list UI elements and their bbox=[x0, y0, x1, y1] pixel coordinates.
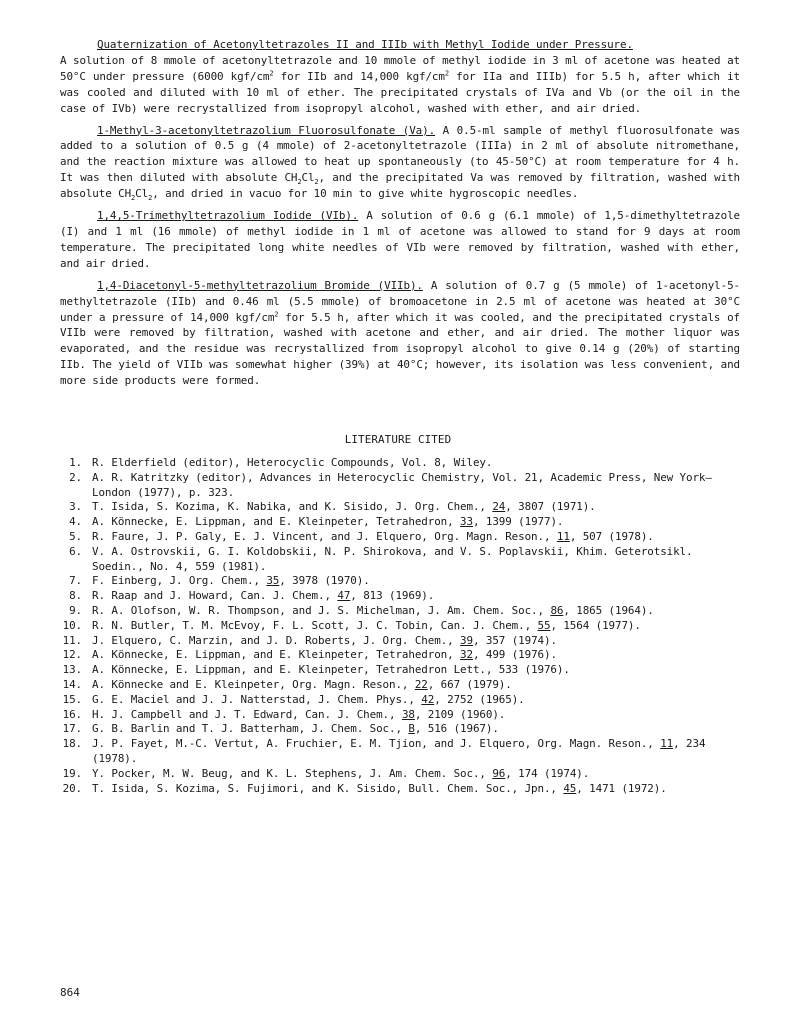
reference-text bbox=[92, 634, 750, 649]
reference-citation: R. N. Butler, T. M. McEvoy, F. L. Scott, J. C. Tobin, Can. J. Chem., bbox=[92, 618, 538, 632]
reference-number: 14. bbox=[62, 677, 82, 691]
reference-citation: Y. Pocker, M. W. Beug, and K. L. Stephens, J. Am. Chem. Soc., bbox=[92, 766, 493, 780]
reference-volume: 42 bbox=[421, 692, 435, 706]
reference-volume: 86 bbox=[550, 603, 564, 617]
reference-text bbox=[92, 663, 750, 678]
reference-citation: , 507 (1978). bbox=[569, 529, 654, 543]
reference-text bbox=[92, 782, 750, 797]
literature-cited-heading: LITERATURE CITED bbox=[344, 433, 452, 446]
reference-citation: , 3807 (1971). bbox=[505, 500, 596, 514]
reference-item bbox=[60, 456, 750, 471]
paragraph-text: Cl bbox=[301, 171, 315, 185]
experimental-section bbox=[60, 37, 740, 395]
reference-number: 16. bbox=[62, 707, 82, 721]
reference-citation: , 2752 (1965). bbox=[434, 692, 525, 706]
reference-volume: 55 bbox=[537, 618, 551, 632]
reference-text bbox=[92, 678, 750, 693]
reference-number: 13. bbox=[62, 663, 82, 677]
reference-item bbox=[60, 530, 750, 545]
reference-item bbox=[60, 722, 750, 737]
reference-volume: 39 bbox=[460, 633, 473, 647]
reference-number: 3. bbox=[69, 500, 82, 514]
reference-citation: F. Einberg, J. Org. Chem., bbox=[92, 574, 267, 588]
superscript: 2 bbox=[274, 309, 279, 318]
reference-volume: 24 bbox=[492, 500, 506, 514]
reference-text bbox=[92, 619, 750, 634]
reference-volume: 47 bbox=[337, 589, 351, 603]
reference-text bbox=[92, 604, 750, 619]
reference-number: 15. bbox=[62, 692, 82, 706]
subscript: 2 bbox=[131, 194, 136, 203]
reference-text bbox=[92, 767, 750, 782]
reference-citation: A. Könnecke, E. Lippman, and E. Kleinpeter, Tetrahedron, bbox=[92, 648, 461, 662]
reference-volume: 35 bbox=[266, 574, 280, 588]
reference-item bbox=[60, 500, 750, 515]
paragraph-trimethyltetrazolium bbox=[60, 208, 740, 272]
reference-volume: 11 bbox=[556, 529, 570, 543]
reference-citation: R. Elderfield (editor), Heterocyclic Compounds, Vol. 8, Wiley. bbox=[92, 456, 493, 469]
reference-text bbox=[92, 589, 750, 604]
paragraph-text: , and the precipitated Va was removed by filtration, washed with absolute CH bbox=[60, 171, 740, 201]
paragraph-quaternization bbox=[60, 37, 740, 117]
paragraph-text: for IIa and IIIb) for 5.5 h, after which it was cooled and diluted with 10 ml of ether. The precipitated crystals of IVa and Vb (or the oil in the case of IVb) were recrystallized from isopropyl alcohol, washed with ether, and air dried. bbox=[60, 69, 740, 115]
paragraph-heading: 1,4-Diacetonyl-5-methyltetrazolium Bromide (VIIb). bbox=[97, 278, 423, 292]
reference-number: 19. bbox=[62, 766, 82, 780]
paragraph-heading: 1,4,5-Trimethyltetrazolium Iodide (VIb). bbox=[97, 209, 359, 223]
paragraph-text: for 5.5 h, after which it was cooled, and the precipitated crystals of VIIb were removed by filtration, washed with acetone and ether, and air dried. The mother liquor was evaporated, and the residue was recrystallized from isopropyl alcohol to give 0.14 g (20%) of starting IIb. The yield of VIIb was somewhat higher (39%) at 40°C; however, its isolation was less convenient, and more side products were formed. bbox=[60, 310, 740, 388]
reference-volume: 33 bbox=[460, 515, 473, 529]
reference-citation: T. Isida, S. Kozima, K. Nabika, and K. Sisido, J. Org. Chem., bbox=[92, 500, 493, 514]
reference-number: 10. bbox=[62, 618, 82, 632]
paragraph-text: A solution of 8 mmole of acetonyltetrazole and 10 mmole of methyl iodide in 3 ml of acetone was heated at 50°C under pressure (6000 kgf/cm bbox=[60, 53, 740, 83]
reference-citation: V. A. Ostrovskii, G. I. Koldobskii, N. P. Shirokova, and V. S. Poplavskii, Khim. Geterotsikl. Soedin., No. 4, 559 (1981). bbox=[92, 544, 693, 573]
reference-text bbox=[92, 471, 750, 501]
reference-number: 20. bbox=[62, 781, 82, 795]
reference-text bbox=[92, 737, 750, 767]
reference-number: 17. bbox=[62, 722, 82, 736]
reference-item bbox=[60, 589, 750, 604]
reference-citation: G. E. Maciel and J. J. Natterstad, J. Chem. Phys., bbox=[92, 692, 422, 706]
reference-text bbox=[92, 500, 750, 515]
reference-volume: 22 bbox=[414, 677, 428, 691]
reference-number: 9. bbox=[69, 603, 82, 617]
reference-citation: , 3978 (1970). bbox=[279, 574, 370, 588]
paragraph-heading: 1-Methyl-3-acetonyltetrazolium Fluorosulfonate (Va). bbox=[97, 123, 436, 137]
reference-citation: J. P. Fayet, M.-C. Vertut, A. Fruchier, E. M. Tjion, and J. Elquero, Org. Magn. Reson., bbox=[92, 737, 661, 751]
reference-citation: , 516 (1967). bbox=[414, 722, 499, 736]
reference-citation: H. J. Campbell and J. T. Edward, Can. J. Chem., bbox=[92, 707, 402, 721]
reference-citation: G. B. Barlin and T. J. Batterham, J. Chem. Soc., bbox=[92, 722, 409, 736]
reference-volume: 96 bbox=[492, 766, 506, 780]
reference-list bbox=[60, 456, 750, 796]
reference-volume: 38 bbox=[401, 707, 415, 721]
reference-citation: R. Raap and J. Howard, Can. J. Chem., bbox=[92, 589, 338, 603]
reference-number: 5. bbox=[69, 529, 82, 543]
reference-citation: R. A. Olofson, W. R. Thompson, and J. S. Michelman, J. Am. Chem. Soc., bbox=[92, 603, 551, 617]
reference-item bbox=[60, 693, 750, 708]
reference-item bbox=[60, 634, 750, 649]
reference-item bbox=[60, 648, 750, 663]
page-number: 864 bbox=[60, 986, 80, 999]
reference-citation: , 234 (1978). bbox=[92, 737, 706, 765]
reference-number: 6. bbox=[69, 544, 82, 558]
reference-item bbox=[60, 708, 750, 723]
reference-text bbox=[92, 545, 750, 575]
reference-text bbox=[92, 530, 750, 545]
paragraph-fluorosulfonate bbox=[60, 123, 740, 203]
reference-citation: J. Elquero, C. Marzin, and J. D. Roberts, J. Org. Chem., bbox=[92, 633, 461, 647]
superscript: 2 bbox=[269, 69, 274, 78]
reference-number: 12. bbox=[62, 648, 82, 662]
paragraph-text: A 0.5-ml sample of methyl fluorosulfonate was added to a solution of 0.5 g (4 mmole) of 2-acetonyltetrazole (IIIa) in 2 ml of absolute nitromethane, and the reaction mixture was allowed to heat up spontaneously (to 45-50°C) at room temperature for 4 h. It was then diluted with absolute CH bbox=[60, 123, 741, 185]
reference-citation: , 499 (1976). bbox=[472, 648, 557, 662]
reference-text bbox=[92, 708, 750, 723]
reference-item bbox=[60, 619, 750, 634]
reference-number: 4. bbox=[69, 515, 82, 529]
reference-citation: A. Könnecke, E. Lippman, and E. Kleinpeter, Tetrahedron, bbox=[92, 515, 461, 529]
reference-item bbox=[60, 574, 750, 589]
reference-citation: R. Faure, J. P. Galy, E. J. Vincent, and J. Elquero, Org. Magn. Reson., bbox=[92, 529, 557, 543]
reference-item bbox=[60, 471, 750, 501]
reference-text bbox=[92, 722, 750, 737]
subscript: 2 bbox=[297, 178, 302, 187]
reference-citation: , 1564 (1977). bbox=[550, 618, 641, 632]
reference-text bbox=[92, 456, 750, 471]
reference-item bbox=[60, 678, 750, 693]
reference-citation: , 1399 (1977). bbox=[472, 515, 564, 529]
reference-citation: A. R. Katritzky (editor), Advances in Heterocyclic Chemistry, Vol. 21, Academic Press, New York—London (1977), p. 323. bbox=[92, 470, 712, 499]
reference-number: 2. bbox=[69, 470, 82, 484]
reference-volume: 32 bbox=[460, 648, 473, 662]
reference-item bbox=[60, 767, 750, 782]
reference-item bbox=[60, 515, 750, 530]
reference-number: 7. bbox=[69, 574, 82, 588]
reference-number: 18. bbox=[62, 737, 82, 751]
reference-citation: , 357 (1974). bbox=[472, 633, 557, 647]
reference-citation: A. Könnecke, E. Lippman, and E. Kleinpeter, Tetrahedron Lett., 533 (1976). bbox=[92, 663, 570, 677]
paragraph-text: , and dried in vacuo for 10 min to give white hygroscopic needles. bbox=[152, 187, 579, 201]
superscript: 2 bbox=[444, 69, 449, 78]
reference-item bbox=[60, 604, 750, 619]
reference-item bbox=[60, 737, 750, 767]
reference-citation: , 1865 (1964). bbox=[563, 603, 654, 617]
reference-item bbox=[60, 663, 750, 678]
subscript: 2 bbox=[148, 194, 153, 203]
reference-item bbox=[60, 545, 750, 575]
reference-citation: , 813 (1969). bbox=[350, 589, 435, 603]
reference-volume: B bbox=[408, 722, 415, 736]
reference-citation: , 174 (1974). bbox=[505, 766, 590, 780]
reference-number: 1. bbox=[69, 456, 82, 469]
subscript: 2 bbox=[314, 178, 319, 187]
reference-text bbox=[92, 693, 750, 708]
paragraph-text: Cl bbox=[135, 187, 149, 201]
reference-number: 11. bbox=[62, 633, 82, 647]
paragraph-text: A solution of 0.6 g (6.1 mmole) of 1,5-dimethyltetrazole (I) and 1 ml (16 mmole) of methyl iodide in 1 ml of acetone was allowed to stand for 9 days at room temperature. The precipitated long white needles of VIb were removed by filtration, washed with ether, and air dried. bbox=[60, 209, 740, 270]
reference-text bbox=[92, 648, 750, 663]
reference-citation: , 667 (1979). bbox=[427, 677, 512, 691]
reference-citation: , 1471 (1972). bbox=[576, 781, 667, 795]
paragraph-text: A solution of 0.7 g (5 mmole) of 1-acetonyl-5-methyltetrazole (IIb) and 0.46 ml (5.5 mmole) of bromoacetone in 2.5 ml of acetone was heated at 30°C under a pressure of 14,000 kgf/cm bbox=[60, 278, 740, 324]
reference-citation: , 2109 (1960). bbox=[414, 707, 506, 721]
reference-text bbox=[92, 515, 750, 530]
paragraph-heading: Quaternization of Acetonyltetrazoles II and IIIb with Methyl Iodide under Pressure. bbox=[97, 38, 633, 51]
paragraph-text: for IIb and 14,000 kgf/cm bbox=[273, 69, 445, 83]
reference-citation: T. Isida, S. Kozima, S. Fujimori, and K. Sisido, Bull. Chem. Soc., Jpn., bbox=[92, 781, 564, 795]
reference-text bbox=[92, 574, 750, 589]
reference-volume: 45 bbox=[563, 781, 577, 795]
paragraph-diacetonyl bbox=[60, 278, 740, 389]
reference-item bbox=[60, 782, 750, 797]
reference-volume: 11 bbox=[660, 737, 674, 751]
reference-citation: A. Könnecke and E. Kleinpeter, Org. Magn. Reson., bbox=[92, 677, 415, 691]
reference-number: 8. bbox=[69, 589, 82, 603]
